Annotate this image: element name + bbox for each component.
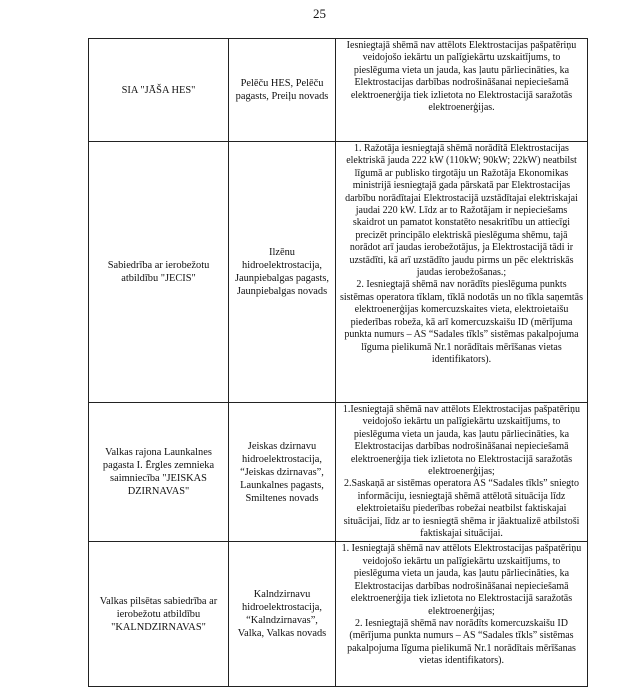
remark-text: 2. Iesniegtajā shēmā nav norādīts komercuzskaišu ID (mērījuma punkta numurs – AS “Sadales tīkls” sistēmas pakalpojuma līguma pielikumā Nr.1 norādītais mērīšanas vietas identifikators). (347, 617, 576, 667)
company-cell: Valkas rajona Launkalnes pagasta I. Ērgles zemnieka saimniecība "JEISKAS DZIRNAVAS" (89, 403, 229, 542)
remark-text: 1. Iesniegtajā shēmā nav attēlots Elektrostacijas pašpatēriņu veidojošo iekārtu un palīgiekārtu uzskaitījums, to pieslēguma vieta un jauda, kas ļautu pārliecināties, ka Elektrostacijas darbības nodrošināšanai nepieciešamā elektroenerģija tiek izlietota no Elektrostacijā saražotās elektroenerģijas; (341, 543, 582, 617)
company-cell: Valkas pilsētas sabiedrība ar ierobežotu atbildību "KALNDZIRNAVAS" (89, 542, 229, 687)
remark-text: Iesniegtajā shēmā nav attēlots Elektrostacijas pašpatēriņu veidojošo iekārtu un palīgiekārtu uzskaitījums, to pieslēguma vieta un jauda, kas ļautu pārliecināties, ka Elektrostacijas darbības nodrošināšanai nepieciešamā elektroenerģija tiek izlietota no Elektrostacijā saražotās elektroenerģijas. (346, 40, 577, 114)
page-number: 25 (313, 6, 326, 21)
company-cell: SIA "JĀŠA HES" (89, 39, 229, 142)
remark-text: 1. Ražotāja iesniegtajā shēmā norādītā Elektrostacijas elektriskā jauda 222 kW (110kW; 90kW; 22kW) neatbilst līgumā ar publisko tirgotāju un Ražotāja Ekonomikas ministrijā iesniegtajā gada pārskatā par Elektrostacijas darbību norādītajai Elektrostacijā uzstādītajai elektriskajai jaudai 220 kW. Līdz ar to Ražotājam ir nepieciešams skaidrot un pamatot konstatēto nesakritību un attiecīgi precizēt principālo elektriskā pieslēguma shēmu, tajā norādot arī jaudas ierobežotājus, ja Elektrostacijā tādi ir uzstādīti, kā arī uzstādīto jaudu pirms un pēc elektriskās jaudas ierobežošanas.; (345, 143, 578, 279)
remarks-cell (336, 403, 588, 542)
remark-text: 2. Iesniegtajā shēmā nav norādīts pieslēguma punkts sistēmas operatora tīklam, tīklā nodotās un no tīkla saņemtās elektroenerģijas komercuzskaites vieta, elektroietaišu piederības robeža, kā arī komercuzskaišu ID (mērījuma punkta numurs – AS “Sadales tīkls” sistēmas pakalpojuma līguma pielikumā Nr.1 norādītais mērīšanas vietas identifikators). (340, 279, 584, 365)
location-cell: Pelēču HES, Pelēču pagasts, Preiļu novads (229, 39, 336, 142)
location-cell: Jeiskas dzirnavu hidroelektrostacija, “Jeiskas dzirnavas”, Launkalnes pagasts, Smiltenes novads (229, 403, 336, 542)
remark-text: 2.Saskaņā ar sistēmas operatora AS “Sadales tīkls” sniegto informāciju, iesniegtajā shēmā attēlotā situācija līdz elektroietaišu piederības robežai neatbilst faktiskajai situācijai, līdz ar to iesniegtā shēma ir jāaktualizē atbilstoši faktiskajai situācijai. (343, 478, 580, 540)
company-cell: Sabiedrība ar ierobežotu atbildību "JECIS" (89, 142, 229, 403)
table-row (89, 142, 588, 403)
table-row (89, 542, 588, 687)
location-cell: Kalndzirnavu hidroelektrostacija, “Kalndzirnavas”, Valka, Valkas novads (229, 542, 336, 687)
remark-text: 1.Iesniegtajā shēmā nav attēlots Elektrostacijas pašpatēriņu veidojošo iekārtu un palīgiekārtu uzskaitījums, to pieslēguma vieta un jauda, kas ļautu pārliecināties, ka Elektrostacijas darbības nodrošināšanai nepieciešamā elektroenerģija tiek izlietota no Elektrostacijā saražotās elektroenerģijas; (342, 404, 581, 478)
table-row (89, 403, 588, 542)
document-table (88, 38, 588, 687)
table-row (89, 39, 588, 142)
remarks-cell (336, 39, 588, 142)
remarks-cell (336, 542, 588, 687)
location-cell: Ilzēnu hidroelektrostacija, Jaunpiebalgas pagasts, Jaunpiebalgas novads (229, 142, 336, 403)
remarks-cell (336, 142, 588, 403)
